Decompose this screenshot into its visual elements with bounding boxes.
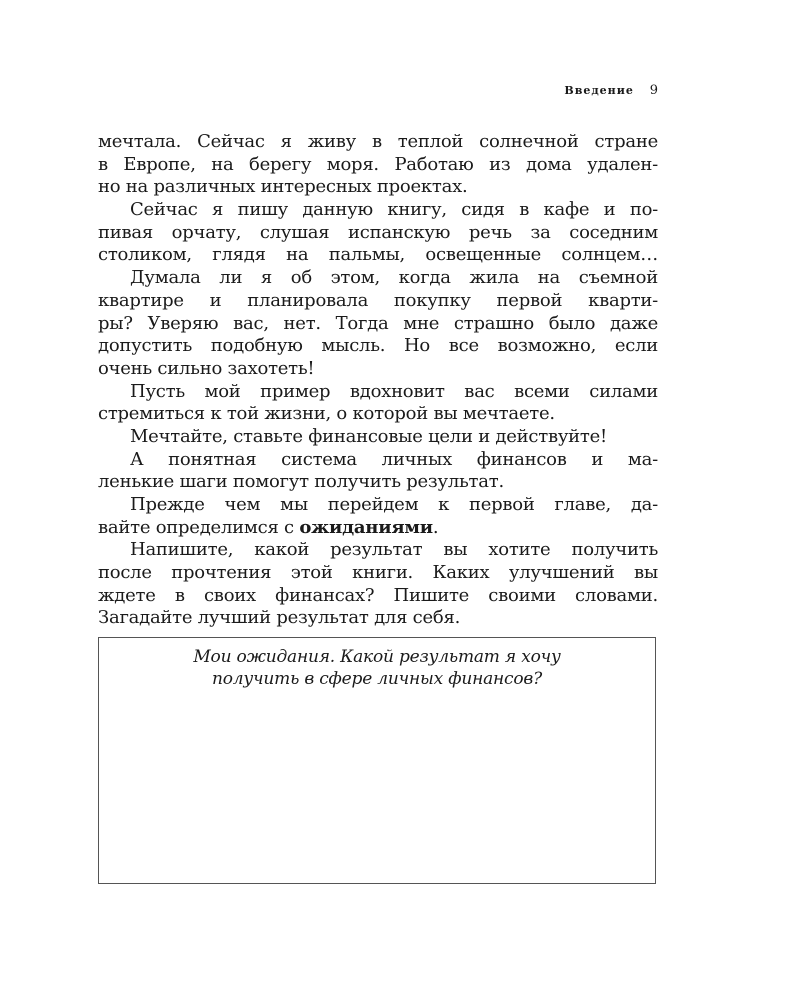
text-line: Думала ли я об этом, когда жила на съемной [130, 267, 658, 289]
exercise-prompt [99, 646, 655, 690]
text-line: Напишите, какой результат вы хотите получить [130, 539, 658, 561]
text-line: Прежде чем мы перейдем к первой главе, да- [130, 494, 658, 515]
text-line: но на различных интересных проектах. [98, 176, 468, 198]
text-line: стремиться к той жизни, о которой вы мечтаете. [98, 403, 555, 425]
expectations-writing-box[interactable] [98, 637, 656, 884]
prompt-line: Мои ожидания. Какой результат я хочу [193, 647, 561, 667]
text-fragment: вайте определимся с [98, 516, 294, 538]
text-line: пивая орчату, слушая испанскую речь за соседним [98, 221, 658, 243]
prompt-line: получить в сфере личных финансов? [211, 669, 543, 689]
text-line: квартире и планировала покупку первой кварти- [98, 289, 658, 311]
text-line: очень сильно захотеть! [98, 357, 315, 379]
text-line: допустить подобную мысль. Но все возможно, если [98, 335, 658, 357]
text-line: Загадайте лучший результат для себя. [98, 607, 461, 629]
text-fragment: . [432, 516, 439, 538]
text-line: мечтала. Сейчас я живу в теплой солнечной стране [98, 131, 658, 152]
text-line [98, 517, 658, 540]
page-number: 9 [649, 83, 658, 98]
text-line: после прочтения этой книги. Каких улучшений вы [98, 562, 658, 584]
text-line: ленькие шаги помогут получить результат. [98, 471, 504, 493]
section-title: Введение [564, 84, 634, 97]
text-line: Пусть мой пример вдохновит вас всеми силами [130, 380, 658, 402]
text-line: ры? Уверяю вас, нет. Тогда мне страшно было даже [98, 312, 658, 334]
body-text [98, 131, 658, 630]
emphasis-expectations: ожиданиями [299, 516, 433, 538]
text-line: ждете в своих финансах? Пишите своими словами. [98, 584, 658, 606]
text-line: Мечтайте, ставьте финансовые цели и действуйте! [130, 425, 608, 447]
running-header [98, 82, 658, 99]
text-line: в Европе, на берегу моря. Работаю из дома удален- [98, 153, 658, 175]
text-line: столиком, глядя на пальмы, освещенные солнцем… [98, 244, 658, 266]
text-line: Сейчас я пишу данную книгу, сидя в кафе и по- [130, 199, 658, 221]
text-line: А понятная система личных финансов и ма- [130, 448, 658, 470]
